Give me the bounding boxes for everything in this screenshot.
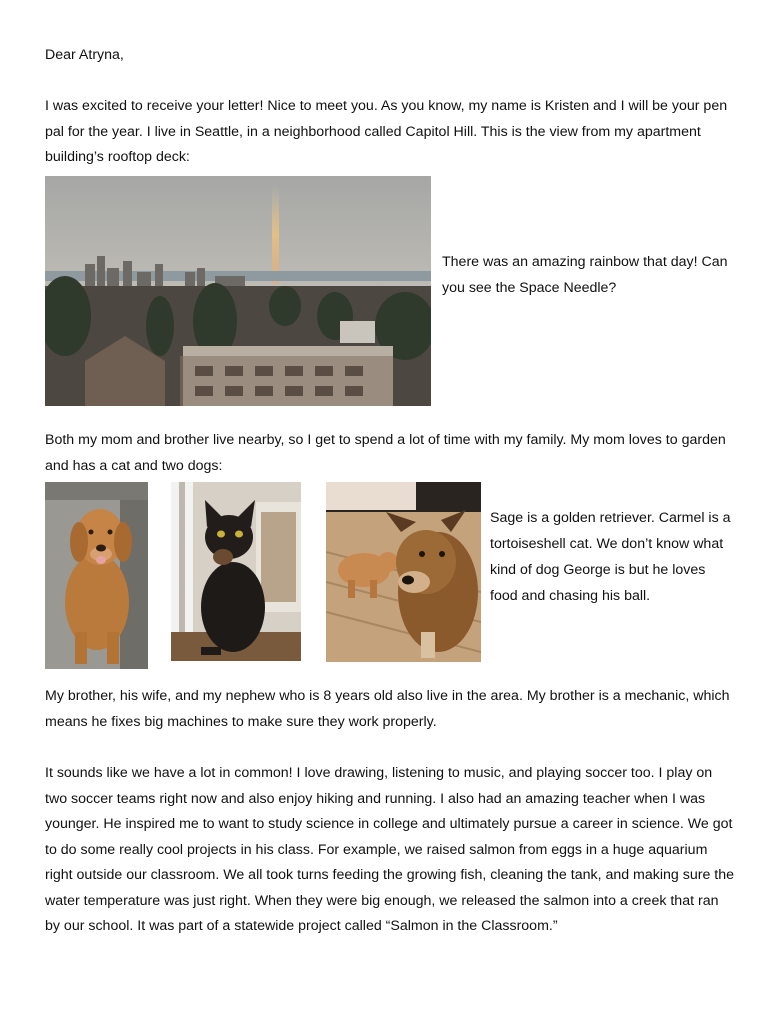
golden-retriever-photo [45,482,148,669]
seattle-rooftop-photo [45,176,431,406]
common-interests-paragraph: It sounds like we have a lot in common! I love drawing, listening to music, and playing soccer too. I play on two soccer teams right now and also enjoy hiking and running. I also had an amazing teacher when I was younger. He inspired me to want to study science in college and ultimately pursue a career in science. We got to do some really cool projects in his class. For example, we raised salmon from eggs in a huge aquarium right outside our classroom. We all took turns feeding the growing fish, cleaning the tank, and making sure the water temperature was just right. When they were big enough, we released the salmon into a creek that ran by our school. It was part of a statewide project called “Salmon in the Classroom.” [45,765,735,934]
george-dog-photo [326,482,481,662]
tortoiseshell-cat-photo [171,482,301,661]
pets-caption: Sage is a golden retriever. Carmel is a tortoiseshell cat. We don’t know what kind of dog George is but he loves food and chasing his ball. [490,510,731,604]
family-paragraph: Both my mom and brother live nearby, so I get to spend a lot of time with my family. My mom loves to garden and has a cat and two dogs: [45,432,726,474]
rainbow-caption: There was an amazing rainbow that day! Can you see the Space Needle? [442,254,728,296]
brother-paragraph: My brother, his wife, and my nephew who is 8 years old also live in the area. My brother is a mechanic, which means he fixes big machines to make sure they work properly. [45,688,730,730]
greeting: Dear Atryna, [45,47,124,63]
intro-paragraph: I was excited to receive your letter! Nice to meet you. As you know, my name is Kristen and I will be your pen pal for the year. I live in Seattle, in a neighborhood called Capitol Hill. This is the view from my apartment building’s rooftop deck: [45,98,728,165]
